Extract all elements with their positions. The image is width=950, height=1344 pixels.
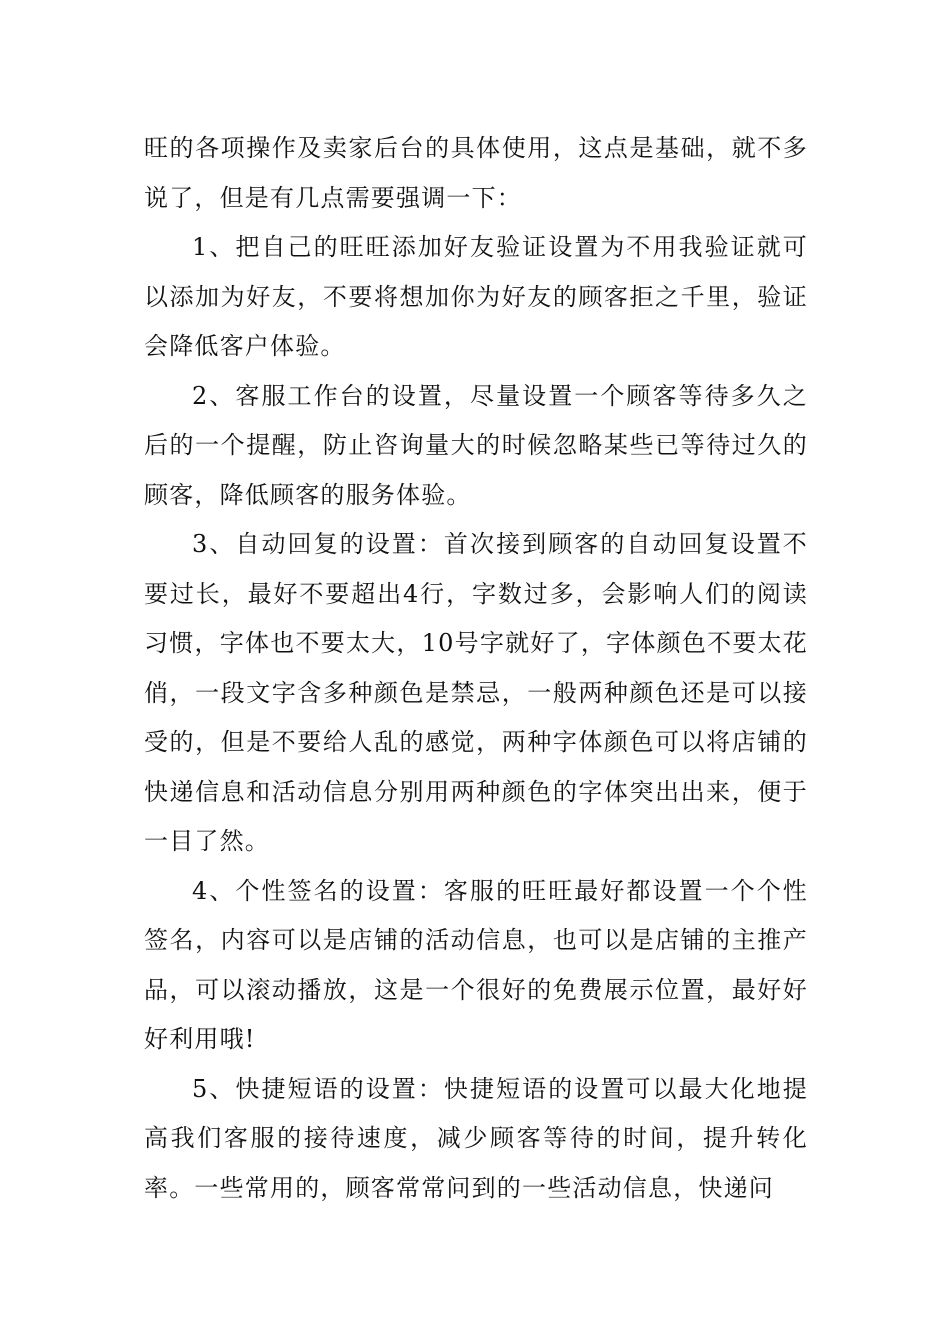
paragraph-item-4: 4、个性签名的设置：客服的旺旺最好都设置一个个性签名，内容可以是店铺的活动信息，也可以是店铺的主推产品，可以滚动播放，这是一个很好的免费展示位置，最好好好利用哦! (144, 876, 808, 1053)
paragraph-continuation: 旺的各项操作及卖家后台的具体使用，这点是基础，就不多说了，但是有几点需要强调一下： (144, 134, 808, 212)
paragraph-item-5: 5、快捷短语的设置：快捷短语的设置可以最大化地提高我们客服的接待速度，减少顾客等待的时间，提升转化率。一些常用的，顾客常常问到的一些活动信息，快递问 (144, 1074, 808, 1202)
paragraph-item-1: 1、把自己的旺旺添加好友验证设置为不用我验证就可以添加为好友，不要将想加你为好友的顾客拒之千里，验证会降低客户体验。 (144, 233, 808, 360)
paragraph-item-3: 3、自动回复的设置：首次接到顾客的自动回复设置不要过长，最好不要超出4行，字数过多，会影响人们的阅读习惯，字体也不要太大，10号字就好了，字体颜色不要太花俏，一段文字含多种颜色是禁忌，一般两种颜色还是可以接受的，但是不要给人乱的感觉，两种字体颜色可以将店铺的快递信息和活动信息分别用两种颜色的字体突出出来，便于一目了然。 (144, 530, 808, 855)
paragraph-item-2: 2、客服工作台的设置，尽量设置一个顾客等待多久之后的一个提醒，防止咨询量大的时候忽略某些已等待过久的顾客，降低顾客的服务体验。 (144, 381, 808, 509)
document-body (144, 124, 808, 1213)
